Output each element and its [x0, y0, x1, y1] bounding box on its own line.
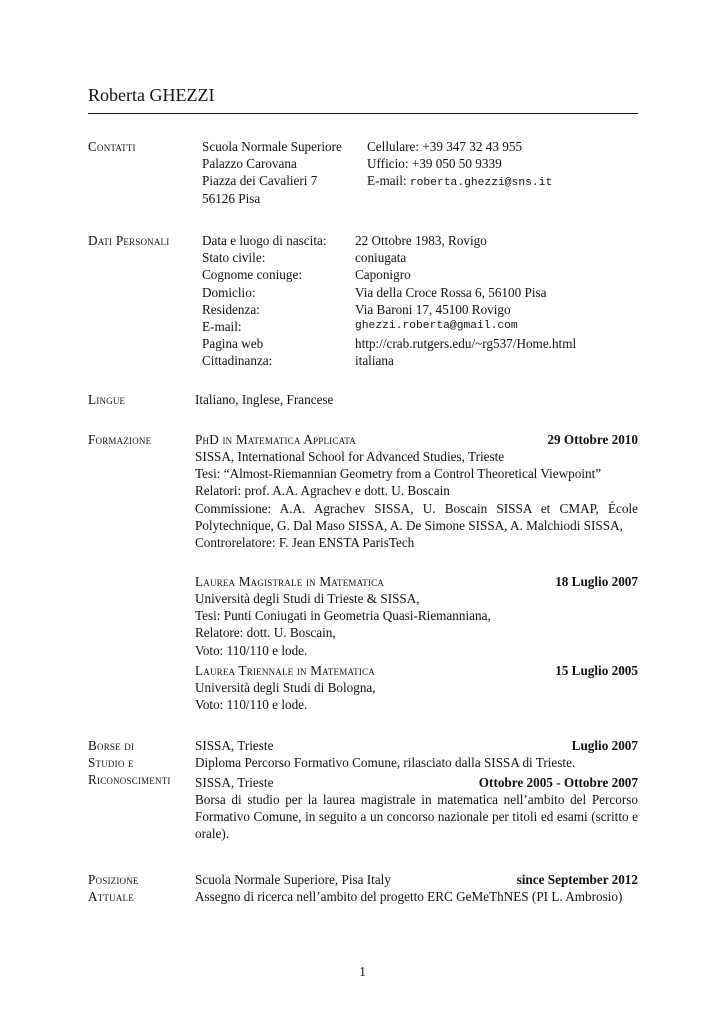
residence-value: Via Baroni 17, 45100 Rovigo [355, 301, 511, 317]
personal-values [355, 232, 576, 370]
posizione-heading-line: Posizione [88, 872, 139, 887]
page-number: 1 [359, 964, 366, 979]
personal-label: Stato civile: [202, 250, 266, 266]
magistrale-grade: Voto: 110/110 e lode. [195, 642, 308, 658]
civil-status-value: coniugata [355, 250, 407, 266]
section-heading-borse [88, 737, 171, 789]
magistrale-university: Università degli Studi di Trieste & SISSA, [195, 591, 420, 606]
personal-label: Residenza: [202, 301, 260, 317]
triennale-title: Laurea Triennale in Matematica [195, 663, 375, 678]
borse-heading-line: Riconoscimenti [88, 772, 171, 788]
award2-text: Borsa di studio per la laurea magistrale in matematica nell’ambito del Percorso Formativo Comune, in seguito a un concorso nazionale per titoli ed esami (scritto e orale). [195, 792, 638, 842]
personal-label: Domiclio: [202, 284, 256, 300]
citizenship-value: italiana [355, 353, 394, 369]
magistrale-details [195, 590, 491, 659]
award2-date: Ottobre 2005 - Ottobre 2007 [478, 775, 638, 790]
address-line: Piazza dei Cavalieri 7 [202, 173, 318, 189]
personal-labels [202, 232, 327, 370]
domicile-value: Via della Croce Rossa 6, 56100 Pisa [355, 284, 547, 300]
personal-label: Cognome coniuge: [202, 267, 302, 283]
address-line: Scuola Normale Superiore [202, 139, 342, 154]
position-text: Assegno di ricerca nell’ambito del progetto ERC GeMeThNES (PI L. Ambrosio) [195, 889, 623, 904]
position-place: Scuola Normale Superiore, Pisa Italy [195, 872, 391, 887]
contact-email-row [367, 172, 552, 192]
languages-text: Italiano, Inglese, Francese [195, 392, 334, 407]
borse-heading-line: Borse di [88, 738, 135, 753]
borse-heading-line: Studio e [88, 755, 134, 771]
spouse-value: Caponigro [355, 267, 411, 283]
section-heading-formazione: Formazione [88, 432, 152, 447]
section-heading-lingue: Lingue [88, 392, 126, 407]
phd-title: PhD in Matematica Applicata [195, 432, 356, 447]
address-line: Palazzo Carovana [202, 156, 297, 172]
office-phone: Ufficio: +39 050 50 9339 [367, 156, 502, 172]
personal-label: E-mail: [202, 319, 242, 335]
magistrale-advisor: Relatore: dott. U. Boscain, [195, 625, 336, 641]
personal-label: Pagina web [202, 336, 264, 352]
triennale-details [195, 679, 376, 713]
phd-committee: Commissione: A.A. Agrachev SISSA, U. Boscain SISSA et CMAP, École Polytechnique, G. Dal Maso SISSA, A. De Simone SISSA, A. Malchiodi SISSA, [195, 500, 638, 533]
phd-referee: Controrelatore: F. Jean ENSTA ParisTech [195, 535, 415, 551]
award1-text: Diploma Percorso Formativo Comune, rilasciato dalla SISSA di Trieste. [195, 755, 576, 770]
award2-place: SISSA, Trieste [195, 775, 274, 790]
phd-thesis: Tesi: “Almost-Riemannian Geometry from a Control Theoretical Viewpoint” [195, 466, 602, 482]
award1-date: Luglio 2007 [571, 738, 638, 753]
work-email-link[interactable]: roberta.ghezzi@sns.it [409, 177, 553, 190]
section-heading-dati-personali: Dati Personali [88, 233, 170, 248]
birth-value: 22 Ottobre 1983, Rovigo [355, 233, 487, 248]
contact-address [202, 138, 342, 207]
phd-advisors: Relatori: prof. A.A. Agrachev e dott. U. Boscain [195, 483, 450, 499]
magistrale-date: 18 Luglio 2007 [555, 574, 638, 589]
address-line: 56126 Pisa [202, 190, 261, 206]
phd-date: 29 Ottobre 2010 [547, 432, 638, 447]
triennale-grade: Voto: 110/110 e lode. [195, 697, 308, 713]
homepage-link[interactable]: http://crab.rutgers.edu/~rg537/Home.html [355, 336, 577, 352]
magistrale-thesis: Tesi: Punti Coniugati in Geometria Quasi-Riemanniana, [195, 608, 491, 624]
title-rule [88, 113, 638, 114]
award1-place: SISSA, Trieste [195, 738, 274, 753]
position-date: since September 2012 [516, 872, 638, 887]
triennale-date: 15 Luglio 2005 [555, 663, 638, 678]
email-label: E-mail: [367, 173, 410, 189]
magistrale-title: Laurea Magistrale in Matematica [195, 574, 385, 589]
section-heading-posizione [88, 871, 139, 905]
triennale-university: Università degli Studi di Bologna, [195, 680, 376, 695]
personal-label: Cittadinanza: [202, 353, 273, 369]
contact-phones [367, 138, 552, 193]
cv-name: Roberta GHEZZI [88, 85, 215, 105]
posizione-heading-line: Attuale [88, 889, 134, 905]
mobile-phone: Cellulare: +39 347 32 43 955 [367, 139, 523, 154]
phd-institution: SISSA, International School for Advanced Studies, Trieste [195, 449, 505, 464]
phd-details [195, 448, 638, 551]
personal-email-link[interactable]: ghezzi.roberta@gmail.com [355, 320, 518, 333]
personal-label: Data e luogo di nascita: [202, 233, 327, 248]
section-heading-contatti: Contatti [88, 139, 136, 154]
